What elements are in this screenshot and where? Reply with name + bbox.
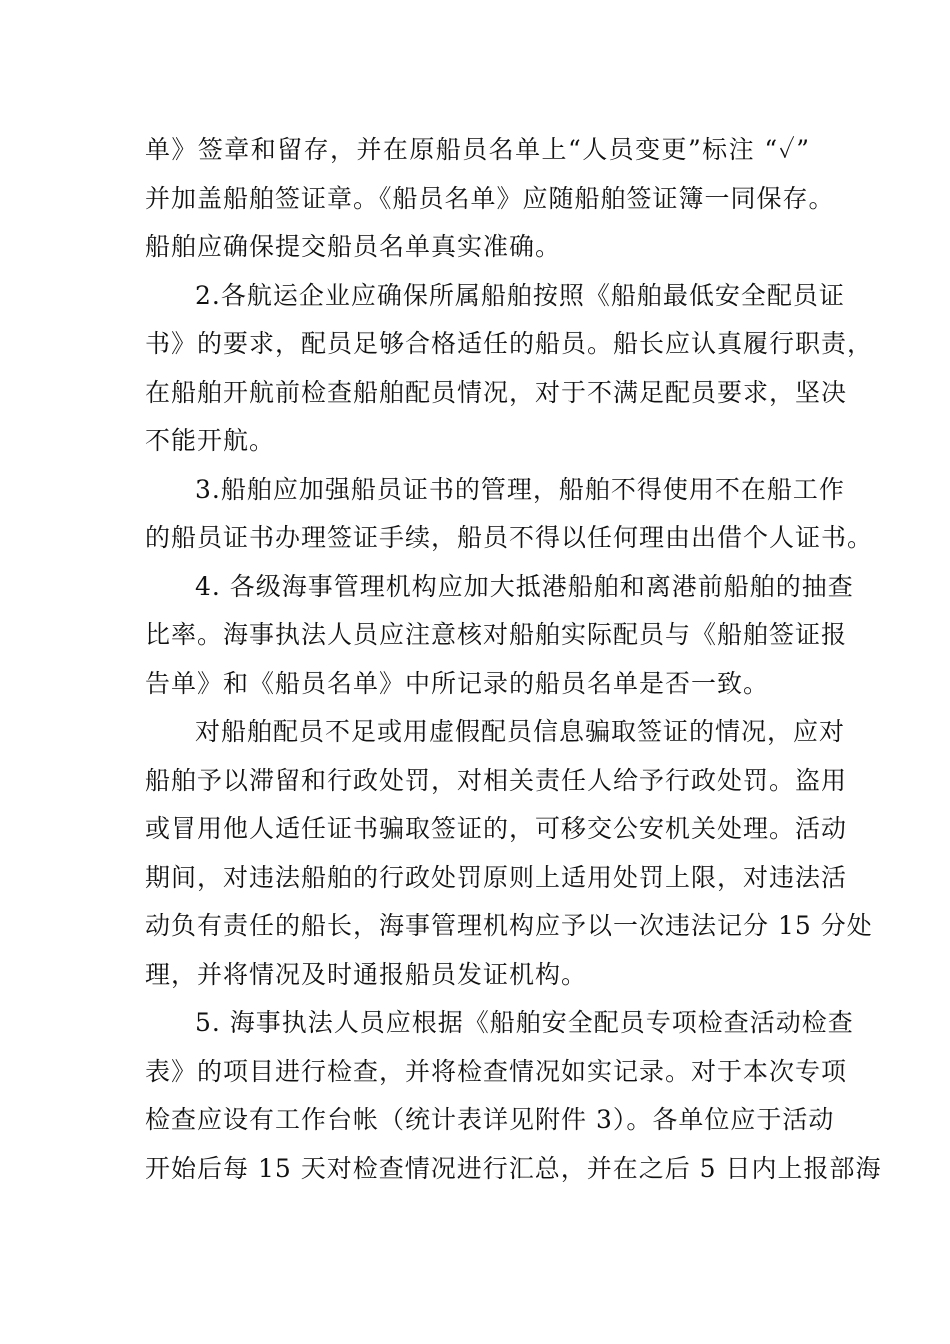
text-line: 4. 各级海事管理机构应加大抵港船舶和离港前船舶的抽查: [195, 571, 854, 601]
text-line: 3.船舶应加强船员证书的管理，船舶不得使用不在船工作: [195, 474, 845, 504]
text-line: 检查应设有工作台帐（统计表详见附件 3）。各单位应于活动: [145, 1105, 835, 1134]
text-line: 在船舶开航前检查船舶配员情况，对于不满足配员要求，坚决: [145, 377, 848, 407]
text-line: 对船舶配员不足或用虚假配员信息骗取签证的情况，应对: [195, 717, 846, 746]
text-line: 船舶应确保提交船员名单真实准确。: [145, 232, 562, 261]
text-line: 告单》和《船员名单》中所记录的船员名单是否一致。: [145, 668, 770, 698]
text-line: 比率。海事执法人员应注意核对船舶实际配员与《船舶签证报: [145, 620, 848, 649]
text-line: 不能开航。: [145, 426, 276, 455]
text-line: 动负有责任的船长，海事管理机构应予以一次违法记分 15 分处: [145, 911, 873, 940]
text-line: 书》的要求，配员足够合格适任的船员。船长应认真履行职责，: [145, 329, 874, 358]
text-line: 并加盖船舶签证章。《船员名单》应随船舶签证簿一同保存。: [145, 183, 835, 213]
document-body: [145, 126, 882, 1193]
text-line: 表》的项目进行检查，并将检查情况如实记录。对于本次专项: [145, 1056, 848, 1086]
text-line: 理，并将情况及时通报船员发证机构。: [145, 959, 588, 989]
text-line: 单》签章和留存，并在原船员名单上“人员变更”标注 “✓”: [145, 135, 810, 164]
text-line: 2.各航运企业应确保所属船舶按照《船舶最低安全配员证: [195, 280, 845, 310]
text-line: 船舶予以滞留和行政处罚，对相关责任人给予行政处罚。盗用: [145, 765, 848, 795]
text-line: 开始后每 15 天对检查情况进行汇总，并在之后 5 日内上报部海: [145, 1153, 882, 1183]
text-line: 的船员证书办理签证手续，船员不得以任何理由出借个人证书。: [145, 523, 874, 552]
text-line: 或冒用他人适任证书骗取签证的，可移交公安机关处理。活动: [145, 814, 848, 843]
text-line: 期间，对违法船舶的行政处罚原则上适用处罚上限，对违法活: [145, 862, 848, 892]
text-line: 5. 海事执法人员应根据《船舶安全配员专项检查活动检查: [195, 1008, 854, 1037]
